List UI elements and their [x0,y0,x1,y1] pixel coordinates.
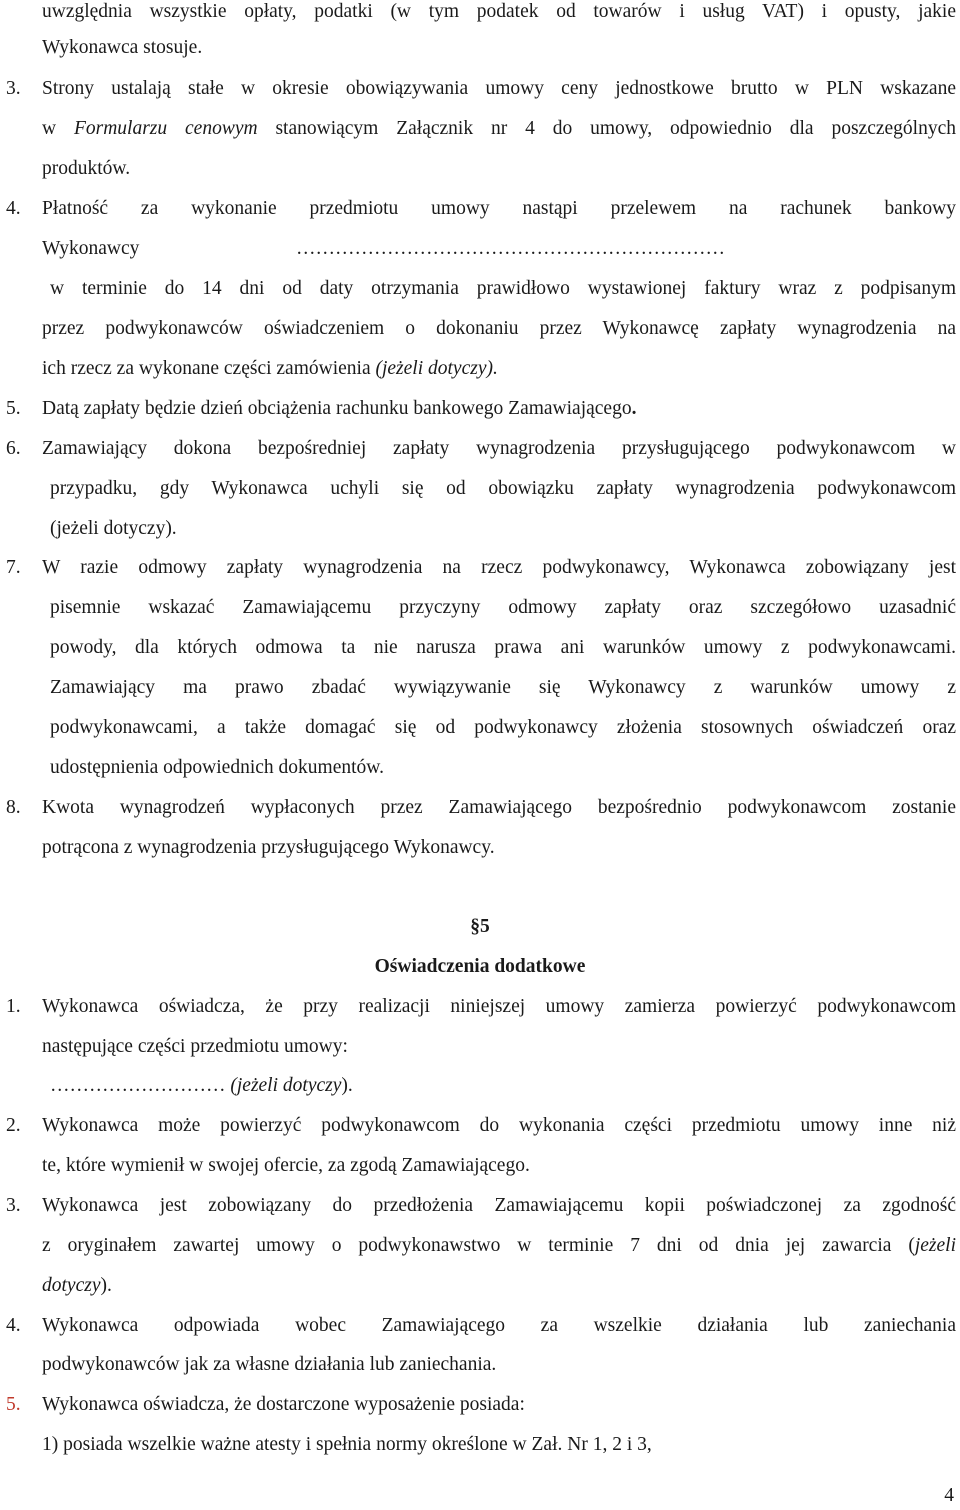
text-line: Kwota wynagrodzeń wypłaconych przez Zamawiającego bezpośrednio podwykonawcom zostanie [42,797,956,818]
text-line: Wykonawca oświadcza, że przy realizacji niniejszej umowy zamierza powierzyć podwykonawcom [42,996,956,1017]
list-number: 3. [6,78,21,99]
text-line: potrącona z wynagrodzenia przysługującego Wykonawcy. [42,837,495,858]
text-line: te, które wymienił w swojej ofercie, za zgodą Zamawiającego. [42,1155,530,1176]
text-line: w Formularzu cenowym stanowiącym Załącznik nr 4 do umowy, odpowiednio dla poszczególnych [42,118,956,139]
text-line: (jeżeli dotyczy). [50,518,177,539]
text-line: przypadku, gdy Wykonawca uchyli się od obowiązku zapłaty wynagrodzenia podwykonawcom [50,478,956,499]
text-line: podwykonawcami, a także domagać się od podwykonawcy złożenia stosownych oświadczeń oraz [50,717,956,738]
text-line: Strony ustalają stałe w okresie obowiązywania umowy ceny jednostkowe brutto w PLN wskazane [42,78,956,99]
text-line: udostępnienia odpowiednich dokumentów. [50,757,384,778]
text-line: Wykonawca odpowiada wobec Zamawiającego za wszelkie działania lub zaniechania [42,1315,956,1336]
text-line: dotyczy). [42,1275,112,1296]
list-number: 4. [6,198,21,219]
text-line: przez podwykonawców oświadczeniem o dokonaniu przez Wykonawcę zapłaty wynagrodzenia na [42,318,956,339]
text-line: Wykonawca stosuje. [42,37,203,58]
text-line: produktów. [42,158,131,179]
text-line: Płatność za wykonanie przedmiotu umowy nastąpi przelewem na rachunek bankowy [42,198,956,219]
text-line: powody, dla których odmowa ta nie narusza prawa ani warunków umowy z podwykonawcami. [50,637,956,658]
list-number: 2. [6,1115,21,1136]
text-line: W razie odmowy zapłaty wynagrodzenia na rzecz podwykonawcy, Wykonawca zobowiązany jest [42,557,956,578]
text-line: Wykonawcy ………………………………………………………… [42,238,725,259]
text-line: następujące części przedmiotu umowy: [42,1036,348,1057]
text-line: ……………………… (jeżeli dotyczy). [50,1075,353,1096]
text-line: w terminie do 14 dni od daty otrzymania prawidłowo wystawionej faktury wraz z podpisanym [50,278,956,299]
text-line: podwykonawców jak za własne działania lub zaniechania. [42,1354,497,1375]
text-line: uwzględnia wszystkie opłaty, podatki (w tym podatek od towarów i usług VAT) i opusty, jakie [42,1,956,22]
text-line: Zamawiający dokona bezpośredniej zapłaty wynagrodzenia przysługującego podwykonawcom w [42,438,956,459]
text-line: Wykonawca może powierzyć podwykonawcom do wykonania części przedmiotu umowy inne niż [42,1115,956,1136]
page-number: 4 [944,1485,954,1506]
list-number-highlighted: 5. [6,1394,21,1415]
list-number: 4. [6,1315,21,1336]
list-number: 7. [6,557,21,578]
list-number: 5. [6,398,21,419]
text-line: Wykonawca oświadcza, że dostarczone wyposażenie posiada: [42,1394,525,1415]
section-title: Oświadczenia dodatkowe [374,956,586,977]
text-line: Wykonawca jest zobowiązany do przedłożenia Zamawiającemu kopii poświadczonej za zgodność [42,1195,956,1216]
text-line: Datą zapłaty będzie dzień obciążenia rachunku bankowego Zamawiającego. [42,398,637,419]
list-number: 1. [6,996,21,1017]
list-number: 3. [6,1195,21,1216]
text-line: pisemnie wskazać Zamawiającemu przyczyny odmowy zapłaty oraz szczegółowo uzasadnić [50,597,956,618]
text-line: 1) posiada wszelkie ważne atesty i spełnia normy określone w Zał. Nr 1, 2 i 3, [42,1434,652,1455]
text-line: ich rzecz za wykonane części zamówienia (jeżeli dotyczy). [42,358,498,379]
section-number: §5 [470,916,490,937]
text-line: z oryginałem zawartej umowy o podwykonawstwo w terminie 7 dni od dnia jej zawarcia (jeżeli [42,1235,956,1256]
text-line: Zamawiający ma prawo zbadać wywiązywanie się Wykonawcy z warunków umowy z [50,677,956,698]
list-number: 8. [6,797,21,818]
list-number: 6. [6,438,21,459]
